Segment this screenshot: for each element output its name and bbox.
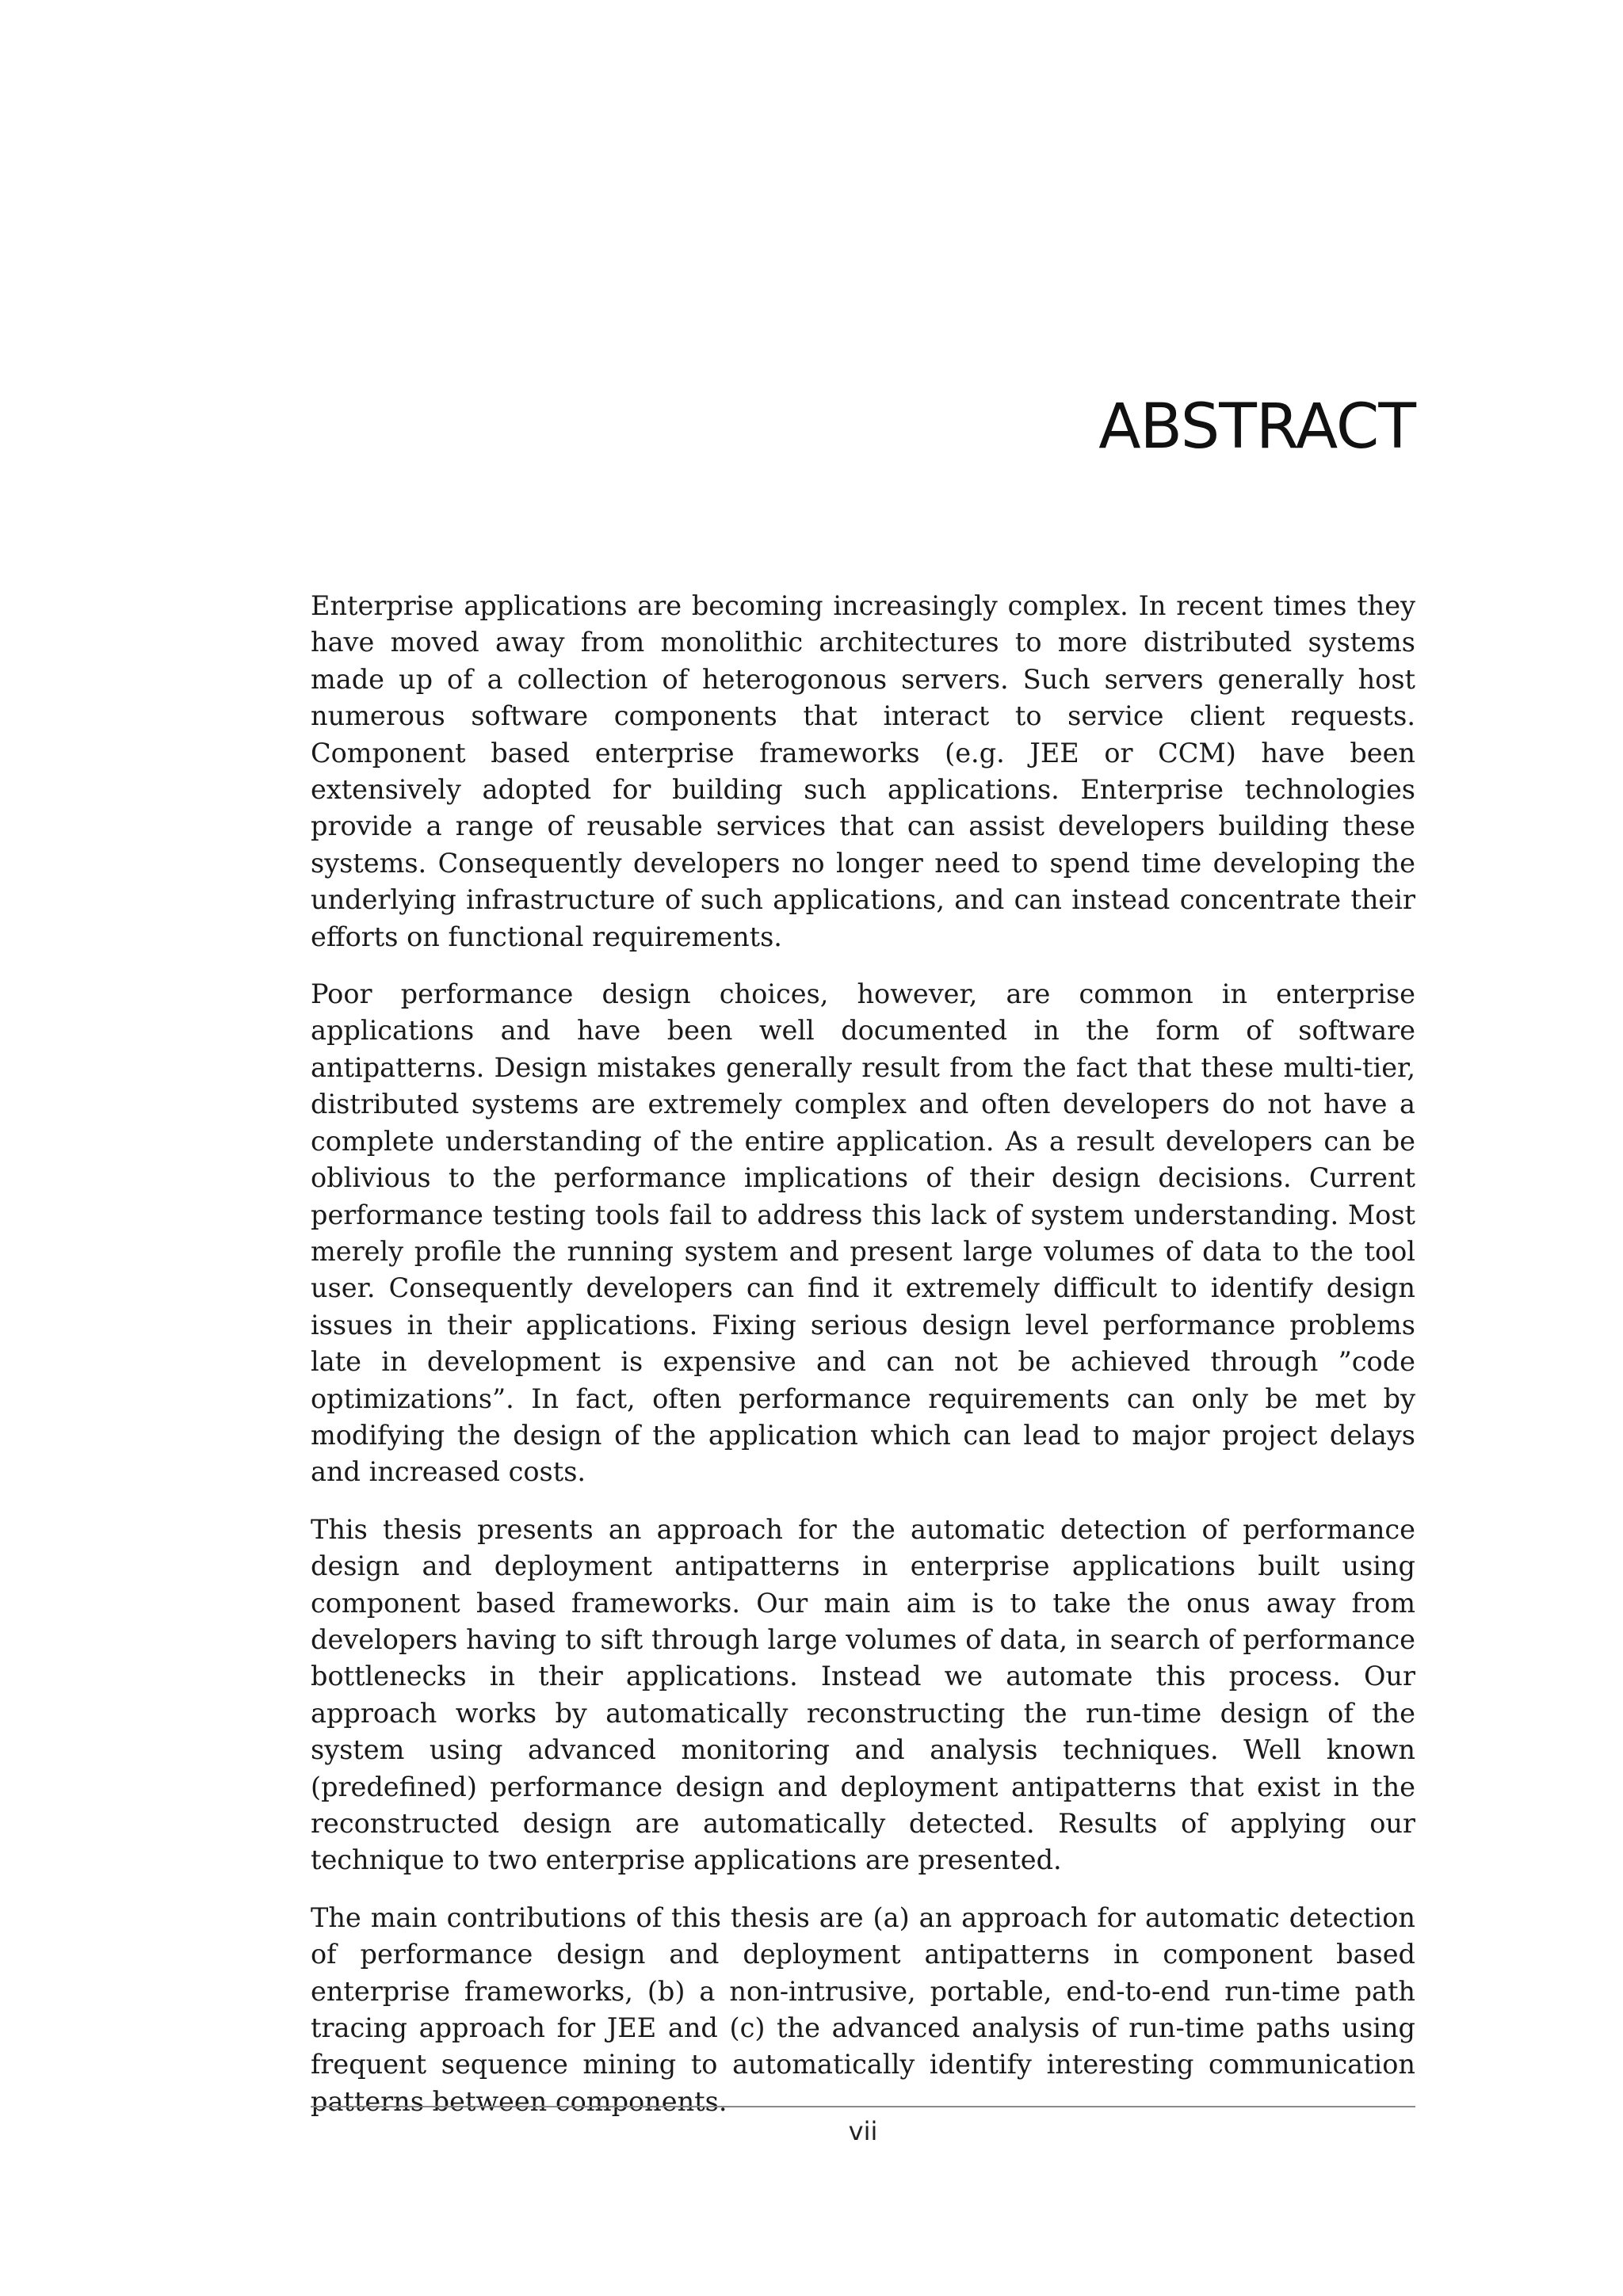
paragraph-1: Enterprise applications are becoming increasingly complex. In recent times they have moved away from monolithic architectures to more distributed systems made up of a collection of heterogonous servers. Such servers generally host numerous software components that interact to service client requests. Component based enterprise frameworks (e.g. JEE or CCM) have been extensively adopted for building such applications. Enterprise technologies provide a range of reusable services that can assist developers building these systems. Consequently developers no longer need to spend time developing the underlying infrastructure of such applications, and can instead concentrate their efforts on functional requirements. (311, 590, 1415, 952)
chapter-title: ABSTRACT (1098, 391, 1415, 463)
footer-divider (311, 2106, 1415, 2107)
paragraph-4: The main contributions of this thesis are (a) an approach for automatic detection of performance design and deployment antipatterns in component based enterprise frameworks, (b) a non-intrusive, portable, end-to-end run-time path tracing approach for JEE and (c) the advanced analysis of run-time paths using frequent sequence mining to automatically identify interesting communication patterns between components. (311, 1901, 1415, 2117)
page-number: vii (848, 2116, 878, 2146)
paragraph-3: This thesis presents an approach for the automatic detection of performance design and deployment antipatterns in enterprise applications built using component based frameworks. Our main aim is to take the onus away from developers having to sift through large volumes of data, in search of performance bottlenecks in their applications. Instead we automate this process. Our approach works by automatically reconstructing the run-time design of the system using advanced monitoring and analysis techniques. Well known (predefined) performance design and deployment antipatterns that exist in the reconstructed design are automatically detected. Results of applying our technique to two enterprise applications are presented. (311, 1513, 1415, 1876)
abstract-body (311, 588, 1415, 2141)
paragraph-2: Poor performance design choices, however, are common in enterprise applications and have been well documented in the form of software antipatterns. Design mistakes generally result from the fact that these multi-tier, distributed systems are extremely complex and often developers do not have a complete understanding of the entire application. As a result developers can be oblivious to the performance implications of their design decisions. Current performance testing tools fail to address this lack of system understanding. Most merely profile the running system and present large volumes of data to the tool user. Consequently developers can find it extremely difficult to identify design issues in their applications. Fixing serious design level performance problems late in development is expensive and can not be achieved through ”code optimizations”. In fact, often performance requirements can only be met by modifying the design of the application which can lead to major project delays and increased costs. (311, 978, 1415, 1488)
